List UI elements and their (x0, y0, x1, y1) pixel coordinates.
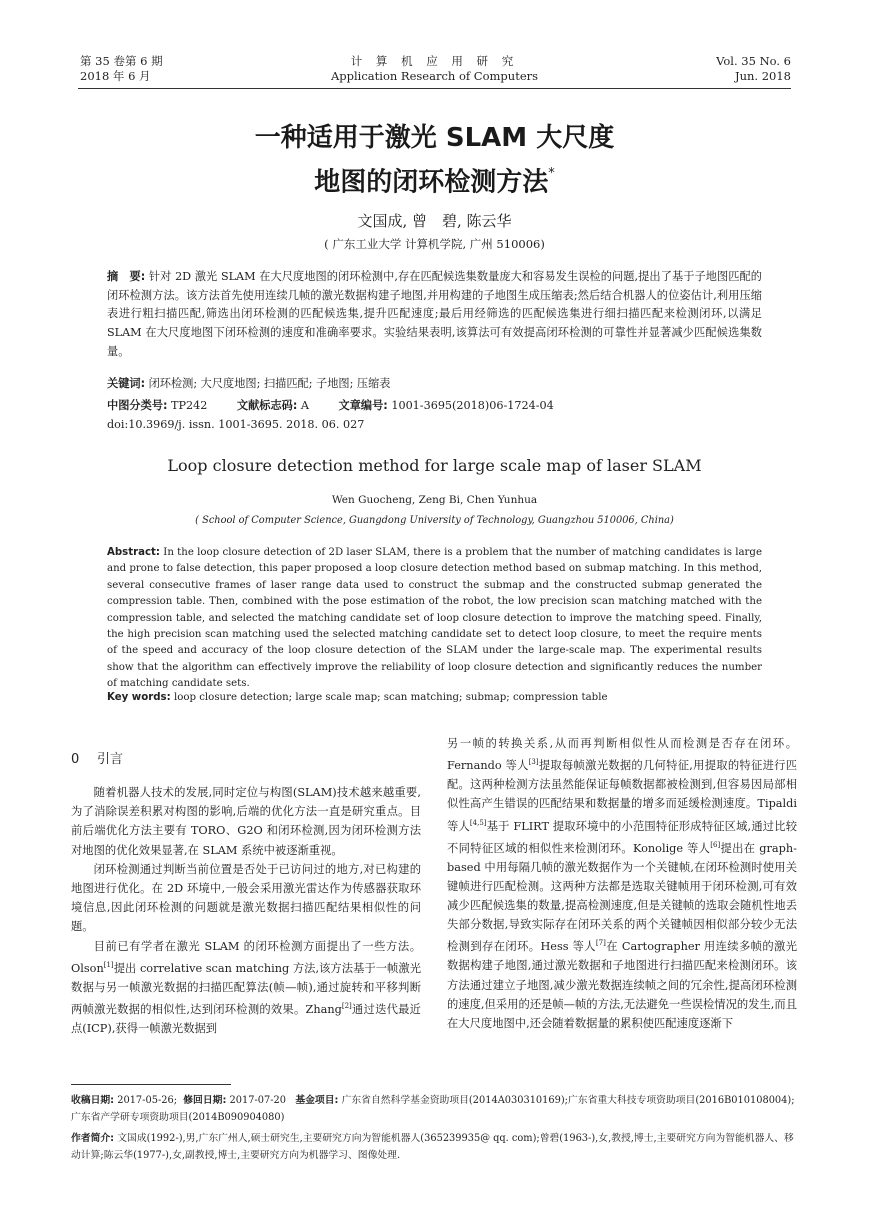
paragraph-text: 在 Cartographer 用连续多帧的激光数据构建子地图,通过激光数据和子地图进行扫描匹配来检测闭环。该方法通过建立子地图,减少激光数据连续帧之间的冗余性,提高闭环检测的速度,但采用的还是帧—帧的方法,无法避免一些误检情况的发生,而且在大尺度地图中,还会随着数据量的累积使匹配速度逐渐下 (447, 940, 797, 1030)
paragraph-text: 目前已有学者在激光 SLAM 的闭环检测方面提出了一些方法。Olson (71, 939, 421, 975)
paragraph: 闭环检测通过判断当前位置是否处于已访问过的地方,对已构建的地图进行优化。在 2D 环境中,一般会采用激光雷达作为传感器获取环境信息,因此闭环检测的问题就是激光数据扫描匹配结果相似性的问题。 (71, 862, 421, 934)
doc-code-label: 文献标志码: (236, 399, 298, 412)
body-column-left (71, 783, 421, 1038)
paragraph-text: 提出在 graph-based 中用每隔几帧的激光数据作为一个关键帧,在闭环检测时使用关键帧进行匹配检测。这两种方法都是选取关键帧用于闭环检测,可有效减少匹配候选集的数量,提高检测速度,但是关键帧的选取会随机性地丢失部分数据,导致实际存在闭环关系的两个关键帧因相似部分较少无法检测到存在闭环。Hess 等人 (447, 841, 797, 954)
paragraph-text: 提取每帧激光数据的几何特征,用提取的特征进行匹配。这两种检测方法虽然能保证每帧数据都被检测到,但容易因局部相似性高产生错误的匹配结果和数据量的增多而延缓检测速度。Tipaldi 等人 (447, 758, 798, 833)
paragraph (71, 937, 421, 1039)
footnote-author-bio (71, 1130, 795, 1164)
section-number: 0 (71, 752, 80, 767)
affiliation: ( 广东工业大学 计算机学院, 广州 510006) (324, 237, 545, 251)
article-number-label: 文章编号: (338, 399, 388, 412)
abstract-cn-text: 针对 2D 激光 SLAM 在大尺度地图的闭环检测中,存在匹配候选集数量庞大和容易发生误检的问题,提出了基于子地图匹配的闭环检测方法。该方法首先使用连续几帧的激光数据构建子地图,并用构建的子地图生成压缩表;然后结合机器人的位姿估计,利用压缩表进行粗扫描匹配,筛选出闭环检测的匹配候选集,提升匹配速度;最后用经筛选的匹配候选集进行细扫描匹配来检测闭环,以满足 SLAM 在大尺度地图下闭环检测的速度和准确率要求。实验结果表明,该算法可有效提高闭环检测的可靠性并显著减少匹配候选集数量。 (107, 270, 762, 358)
funding-text: 广东省自然科学基金资助项目(2014A030310169);广东省重大科技专项资助项目(2016B010108004);广东省产学研专项资助项目(2014B090904080) (71, 1095, 795, 1123)
abstract-cn-label: 摘 要: (107, 270, 146, 283)
paragraph (447, 734, 797, 1033)
citation-ref[interactable]: [1] (103, 960, 114, 969)
section-title: 引言 (97, 752, 124, 767)
affiliation-en: ( School of Computer Science, Guangdong University of Technology, Guangzhou 510006, China) (195, 515, 674, 526)
section-heading-intro (71, 748, 123, 767)
abstract-en (107, 545, 762, 693)
funding-label: 基金项目: (295, 1095, 339, 1106)
paragraph: 随着机器人技术的发展,同时定位与构图(SLAM)技术越来越重要,为了消除误差积累对构图的影响,后端的优化方法一直是研究重点。目前后端优化方法主要有 TORO、G2O 和闭环检测,因为闭环检测方法对地图的优化效果显著,在 SLAM 系统中被逐渐重视。 (71, 786, 421, 857)
abstract-en-text: In the loop closure detection of 2D laser SLAM, there is a problem that the number of matching candidates is large and prone to false detection, this paper proposed a loop closure detection method based on submap matching. In this method, several consecutive frames of laser range data used to construct the submap and the constructed submap generated the compression table. Then, combined with the pose estimation of the robot, the low precision scan matching matched with the compression table, and selected the matching candidate set of loop closure detection to improve the matching speed. Finally, the high precision scan matching used the selected matching candidate set to detect loop closure, to meet the require ments of the speed and accuracy of the loop closure detection of the SLAM under the large-scale map. The experimental results show that the algorithm can effectively improve the reliability of loop closure detection and significantly reduces the number of matching candidate sets. (107, 547, 762, 690)
citation-ref[interactable]: [4,5] (469, 818, 487, 827)
bio-text: 文国成(1992-),男,广东广州人,硕士研究生,主要研究方向为智能机器人(365239935@ qq. com);曾碧(1963-),女,教授,博士,主要研究方向为智能机器人、移动计算;陈云华(1977-),女,副教授,博士,主要研究方向为机器学习、图像处理. (71, 1133, 794, 1161)
paragraph-text: 提出 correlative scan matching 方法,该方法基于一帧激光数据与另一帧激光数据的扫描匹配算法(帧—帧),通过旋转和平移判断两帧激光数据的相似性,达到闭环检测的效果。Zhang (71, 961, 421, 1016)
volume-number-en: Vol. 35 No. 6 (716, 54, 791, 68)
journal-issue-en (716, 54, 791, 84)
footnote-mark: * (548, 166, 555, 181)
doi-link[interactable]: doi:10.3969/j. issn. 1001-3695. 2018. 06. 027 (107, 418, 365, 431)
footnote-rule (71, 1084, 231, 1085)
clc-value: TP242 (170, 399, 208, 412)
paragraph-text: 通过迭代最近点(ICP),获得一帧激光数据到 (71, 1002, 421, 1035)
year-month-cn: 2018 年 6 月 (80, 69, 151, 83)
doc-code-value: A (300, 399, 309, 412)
paper-title-line1: 一种适用于激光 SLAM 大尺度 (254, 123, 615, 153)
footnote-dates-funding (71, 1092, 795, 1126)
bio-label: 作者简介: (71, 1133, 115, 1144)
journal-name-cn: 计 算 机 应 用 研 究 (350, 54, 519, 68)
keywords-en-label: Key words: (107, 692, 171, 703)
keywords-en-text: loop closure detection; large scale map; scan matching; submap; compression table (173, 692, 608, 703)
revised-label: 修回日期: (183, 1095, 227, 1106)
paper-title-line2 (0, 158, 869, 203)
paragraph-text: 另一帧的转换关系,从而再判断相似性从而检测是否存在闭环。Fernando 等人 (447, 737, 797, 772)
abstract-cn (107, 268, 762, 362)
header-rule (78, 88, 791, 89)
keywords-cn (107, 375, 390, 391)
author-list: 文国成, 曾 碧, 陈云华 (357, 212, 512, 230)
journal-name-en: Application Research of Computers (330, 69, 539, 83)
clc-label: 中图分类号: (107, 399, 168, 412)
paragraph-text: 基于 FLIRT 提取环境中的小范围特征形成特征区域,通过比较不同特征区域的相似性来检测闭环。Konolige 等人 (447, 819, 797, 855)
received-label: 收稿日期: (71, 1095, 115, 1106)
keywords-cn-text: 闭环检测; 大尺度地图; 扫描匹配; 子地图; 压缩表 (148, 377, 391, 390)
author-list-en: Wen Guocheng, Zeng Bi, Chen Yunhua (331, 494, 538, 506)
citation-ref[interactable]: [3] (528, 758, 539, 767)
revised-date: 2017-07-20 (229, 1095, 286, 1106)
citation-ref[interactable]: [7] (595, 939, 606, 948)
article-number-value: 1001-3695(2018)06-1724-04 (391, 399, 554, 412)
month-year-en: Jun. 2018 (734, 69, 791, 83)
classification-line (107, 397, 554, 413)
paper-title-line2-text: 地图的闭环检测方法 (314, 167, 549, 198)
citation-ref[interactable]: [2] (341, 1002, 352, 1010)
abstract-en-label: Abstract: (107, 547, 160, 558)
paper-title-en: Loop closure detection method for large scale map of laser SLAM (167, 456, 702, 475)
received-date: 2017-05-26; (117, 1095, 178, 1106)
citation-ref[interactable]: [6] (710, 840, 721, 849)
keywords-en (107, 692, 607, 703)
keywords-cn-label: 关键词: (107, 377, 146, 390)
volume-issue: 第 35 卷第 6 期 (80, 54, 163, 68)
body-column-right (447, 734, 797, 1033)
